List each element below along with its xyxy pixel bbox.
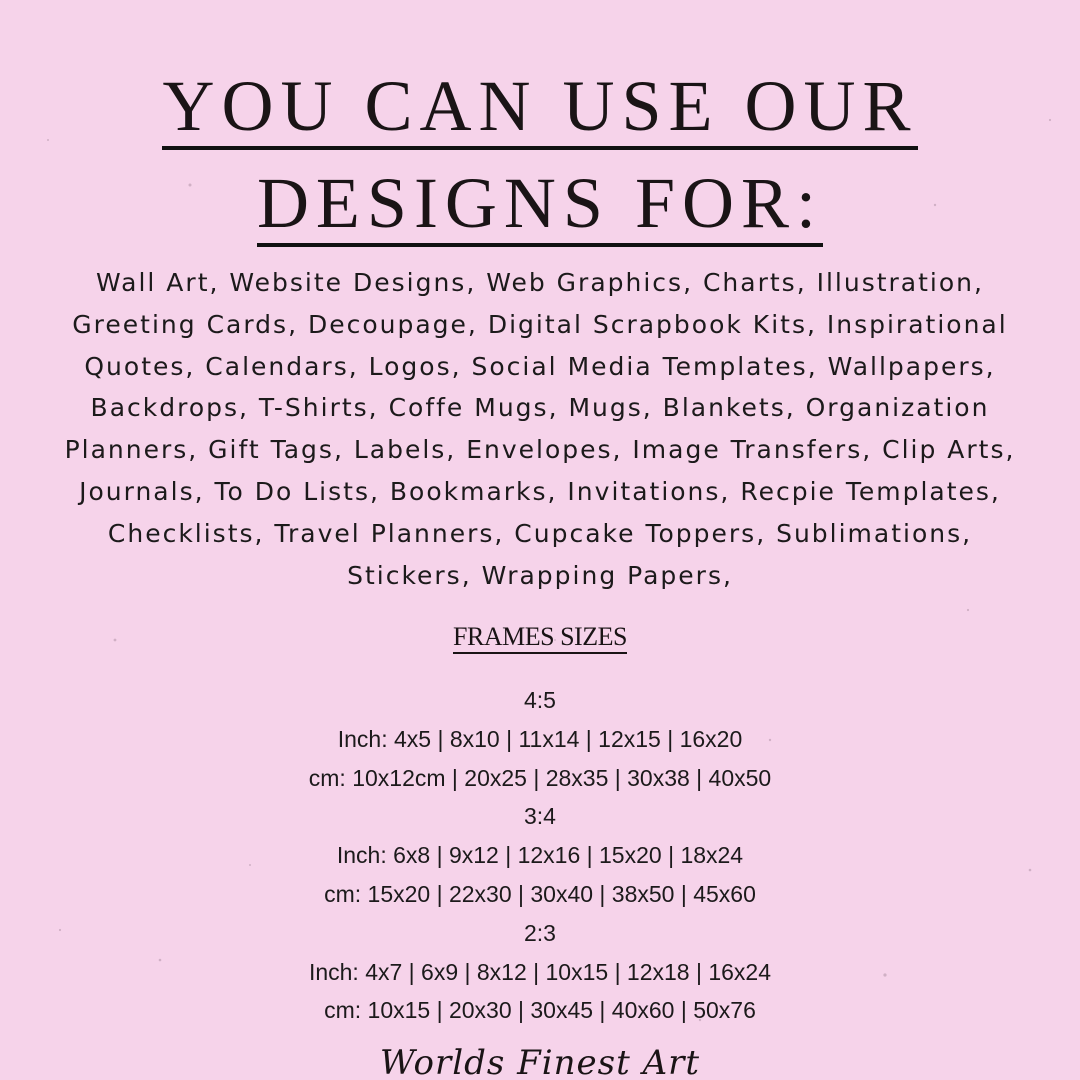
uses-list xyxy=(0,262,1080,596)
uses-line: Wall Art, Website Designs, Web Graphics, Charts, Illustration, xyxy=(96,268,984,297)
frame-inch-sizes: Inch: 4x7 | 6x9 | 8x12 | 10x15 | 12x18 | 16x24 xyxy=(308,958,772,985)
frames-list xyxy=(0,681,1080,1030)
uses-line: Greeting Cards, Decoupage, Digital Scrapbook Kits, Inspirational xyxy=(72,309,1008,339)
headline-line-1-text: YOU CAN USE OUR xyxy=(162,70,917,150)
frames-heading xyxy=(0,620,1080,654)
uses-line: Planners, Gift Tags, Labels, Envelopes, Image Transfers, Clip Arts, xyxy=(64,435,1016,465)
uses-line: Checklists, Travel Planners, Cupcake Toppers, Sublimations, xyxy=(107,518,973,548)
signature xyxy=(0,1036,1080,1080)
frame-inch-sizes: Inch: 6x8 | 9x12 | 12x16 | 15x20 | 18x24 xyxy=(336,842,744,869)
signature-text: Worlds Finest Art xyxy=(379,1043,701,1080)
frame-cm-sizes: cm: 15x20 | 22x30 | 30x40 | 38x50 | 45x60 xyxy=(324,880,756,907)
signature-mark xyxy=(0,1036,1080,1080)
frame-inch-sizes: Inch: 4x5 | 8x10 | 11x14 | 12x15 | 16x20 xyxy=(337,725,743,752)
headline-line-1 xyxy=(0,66,1080,150)
uses-line: Journals, To Do Lists, Bookmarks, Invitations, Recpie Templates, xyxy=(79,476,1001,506)
headline-line-2 xyxy=(0,163,1080,247)
frame-cm-sizes: cm: 10x12cm | 20x25 | 28x35 | 30x38 | 40x50 xyxy=(308,764,772,791)
frames-heading-text: FRAMES SIZES xyxy=(453,622,627,654)
uses-line: Backdrops, T-Shirts, Coffe Mugs, Mugs, Blankets, Organization xyxy=(90,393,990,423)
headline-line-2-text: DESIGNS FOR: xyxy=(257,167,823,247)
uses-line: Quotes, Calendars, Logos, Social Media Templates, Wallpapers, xyxy=(84,351,996,381)
frame-cm-sizes: cm: 10x15 | 20x30 | 30x45 | 40x60 | 50x76 xyxy=(324,997,756,1024)
frame-ratio: 4:5 xyxy=(524,687,556,713)
uses-line: Stickers, Wrapping Papers, xyxy=(347,560,733,590)
frame-ratio: 3:4 xyxy=(524,803,556,830)
frame-ratio: 2:3 xyxy=(524,919,556,946)
